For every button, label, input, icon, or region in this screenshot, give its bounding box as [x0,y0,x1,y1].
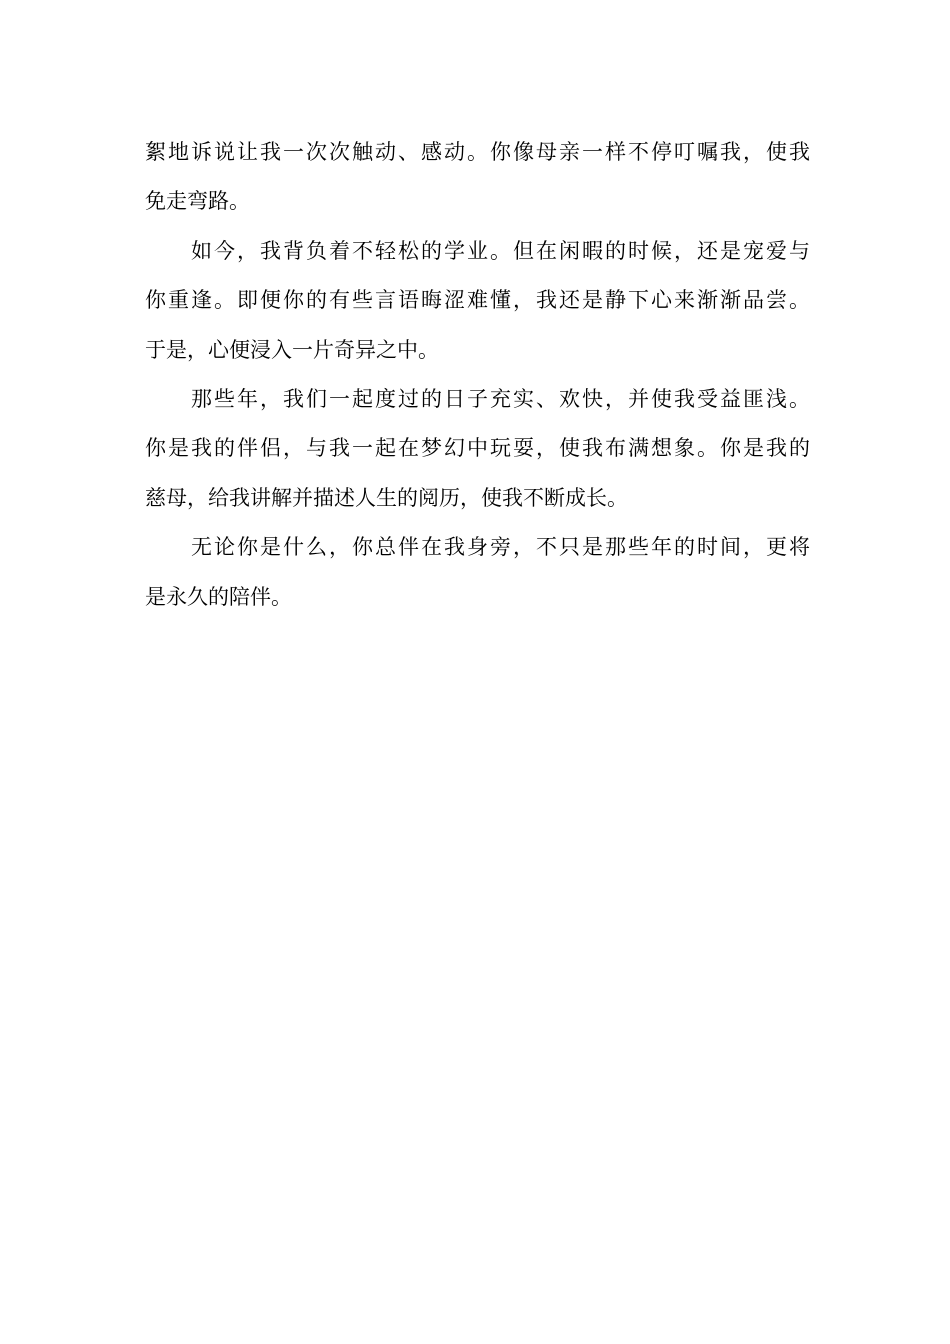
paragraph [145,227,810,375]
text-line: 絮地诉说让我一次次触动、感动。你像母亲一样不停叮嘱我，使我 [145,140,810,164]
text-line: 那些年，我们一起度过的日子充实、欢快，并使我受益匪浅。 [191,386,810,411]
document-body [145,128,810,622]
text-line: 慈母，给我讲解并描述人生的阅历，使我不断成长。 [145,485,628,510]
text-line: 你是我的伴侣，与我一起在梦幻中玩耍，使我布满想象。你是我的 [145,436,810,461]
text-line: 于是，心便浸入一片奇异之中。 [145,337,439,362]
text-line: 如今，我背负着不轻松的学业。但在闲暇的时候，还是宠爱与 [191,238,810,263]
paragraph [145,128,810,227]
text-line: 你重逢。即便你的有些言语晦涩难懂，我还是静下心来渐渐品尝。 [145,288,810,313]
text-line: 免走弯路。 [145,189,250,214]
text-line: 无论你是什么，你总伴在我身旁，不只是那些年的时间，更将 [191,535,810,560]
paragraph [145,375,810,523]
text-line: 是永久的陪伴。 [145,584,292,609]
paragraph [145,523,810,622]
